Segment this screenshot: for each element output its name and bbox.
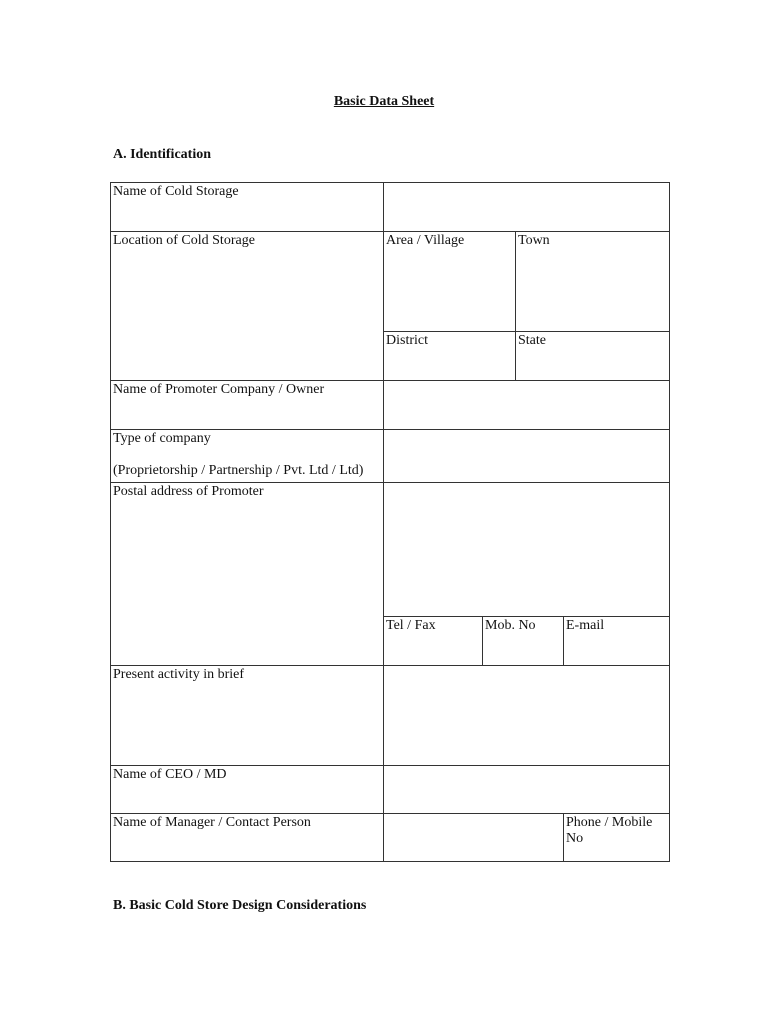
company-type-field[interactable] (384, 430, 670, 483)
location-label: Location of Cold Storage (111, 232, 384, 381)
identification-table (110, 182, 670, 862)
cold-storage-name-label: Name of Cold Storage (111, 183, 384, 232)
mob-no-field[interactable] (483, 617, 564, 666)
present-activity-field[interactable] (384, 666, 670, 766)
manager-label: Name of Manager / Contact Person (111, 814, 384, 862)
phone-mobile-label: Phone / Mobile No (566, 815, 653, 846)
company-type-label: Type of company (113, 431, 211, 446)
district-label: District (386, 333, 428, 348)
row-promoter (111, 381, 670, 430)
tel-fax-label: Tel / Fax (386, 618, 436, 633)
row-company-type (111, 430, 670, 483)
row-ceo-md (111, 766, 670, 814)
row-present-activity (111, 666, 670, 766)
phone-mobile-field[interactable] (564, 814, 670, 862)
promoter-label: Name of Promoter Company / Owner (111, 381, 384, 430)
present-activity-label: Present activity in brief (111, 666, 384, 766)
state-label: State (518, 333, 546, 348)
town-field[interactable] (516, 232, 670, 332)
tel-fax-field[interactable] (384, 617, 483, 666)
row-manager (111, 814, 670, 862)
district-field[interactable] (384, 332, 516, 381)
company-type-cell (111, 430, 384, 483)
company-type-options: (Proprietorship / Partnership / Pvt. Ltd / Ltd) (113, 463, 364, 478)
email-label: E-mail (566, 618, 605, 633)
mob-no-label: Mob. No (485, 618, 536, 633)
row-cold-storage-name (111, 183, 670, 232)
row-postal-address (111, 483, 670, 617)
document-title: Basic Data Sheet (333, 94, 435, 109)
email-field[interactable] (564, 617, 670, 666)
state-field[interactable] (516, 332, 670, 381)
ceo-md-field[interactable] (384, 766, 670, 814)
section-b-heading: B. Basic Cold Store Design Considerations (113, 898, 367, 913)
cold-storage-name-field[interactable] (384, 183, 670, 232)
section-a-heading: A. Identification (113, 147, 211, 162)
manager-field[interactable] (384, 814, 564, 862)
row-location (111, 232, 670, 332)
area-village-label: Area / Village (386, 233, 465, 248)
promoter-field[interactable] (384, 381, 670, 430)
area-village-field[interactable] (384, 232, 516, 332)
ceo-md-label: Name of CEO / MD (111, 766, 384, 814)
town-label: Town (518, 233, 550, 248)
postal-address-field[interactable] (384, 483, 670, 617)
postal-address-label: Postal address of Promoter (111, 483, 384, 666)
